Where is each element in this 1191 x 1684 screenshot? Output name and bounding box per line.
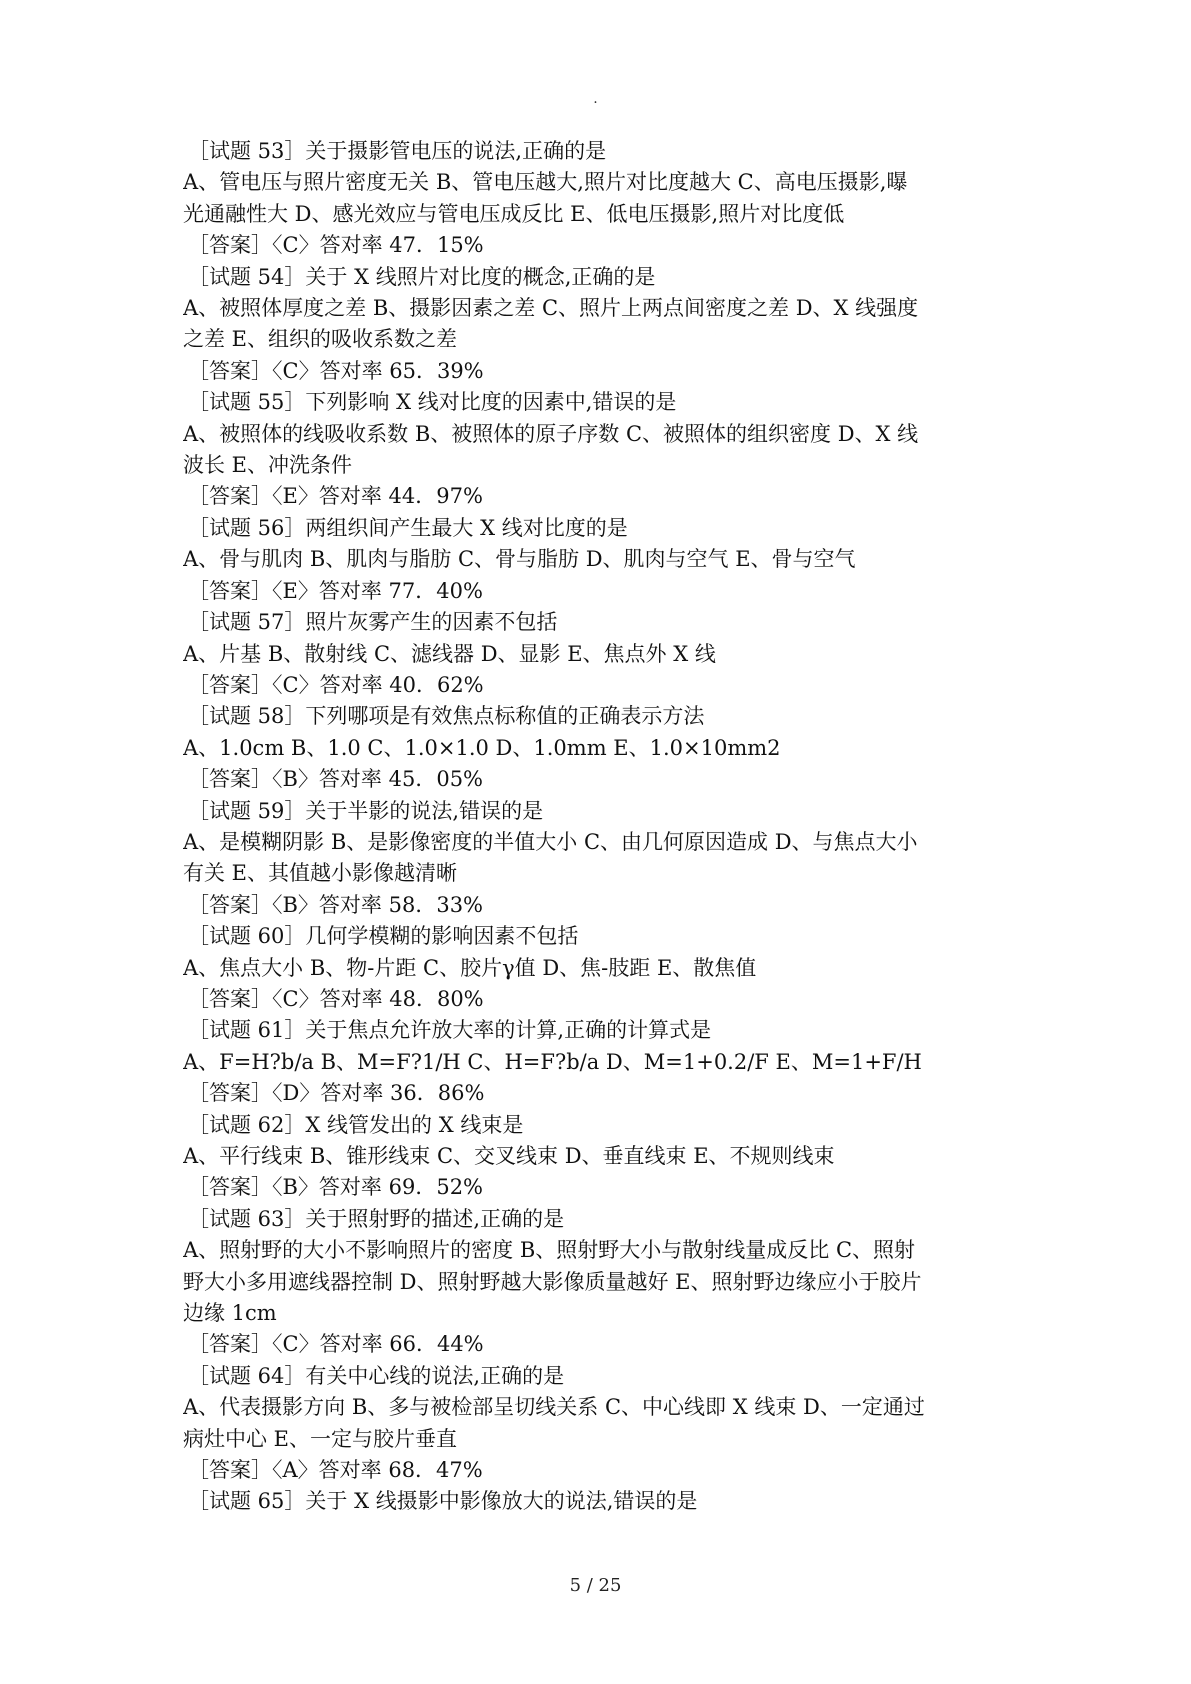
page-number: 5 / 25 xyxy=(569,1575,622,1596)
options-line: 光通融性大 D、感光效应与管电压成反比 E、低电压摄影,照片对比度低 xyxy=(183,201,845,226)
options-line: A、代表摄影方向 B、多与被检部呈切线关系 C、中心线即 X 线束 D、一定通过 xyxy=(183,1395,925,1420)
question-line: ［试题 59］关于半影的说法,错误的是 xyxy=(188,798,544,823)
options-line: A、被照体厚度之差 B、摄影因素之差 C、照片上两点间密度之差 D、X 线强度 xyxy=(183,296,919,321)
question-line: ［试题 64］有关中心线的说法,正确的是 xyxy=(188,1363,565,1388)
answer-line: ［答案］〈E〉答对率 44．97% xyxy=(188,484,483,509)
question-line: ［试题 57］照片灰雾产生的因素不包括 xyxy=(188,610,558,635)
options-line: A、1.0cm B、1.0 C、1.0×1.0 D、1.0mm E、1.0×10mm2 xyxy=(183,735,781,760)
options-line: A、骨与肌肉 B、肌肉与脂肪 C、骨与脂肪 D、肌肉与空气 E、骨与空气 xyxy=(183,547,856,572)
document-body xyxy=(183,136,1023,1518)
answer-line: ［答案］〈C〉答对率 47．15% xyxy=(188,233,484,258)
question-line: ［试题 58］下列哪项是有效焦点标称值的正确表示方法 xyxy=(188,704,705,729)
answer-line: ［答案］〈D〉答对率 36．86% xyxy=(188,1081,485,1106)
options-line: 之差 E、组织的吸收系数之差 xyxy=(183,327,458,352)
answer-line: ［答案］〈A〉答对率 68．47% xyxy=(188,1458,483,1483)
answer-line: ［答案］〈B〉答对率 58．33% xyxy=(188,892,484,917)
options-line: 有关 E、其值越小影像越清晰 xyxy=(183,861,458,886)
options-line: A、管电压与照片密度无关 B、管电压越大,照片对比度越大 C、高电压摄影,曝 xyxy=(183,170,908,195)
options-line: A、片基 B、散射线 C、滤线器 D、显影 E、焦点外 X 线 xyxy=(183,641,716,666)
options-line: A、平行线束 B、锥形线束 C、交叉线束 D、垂直线束 E、不规则线束 xyxy=(183,1144,835,1168)
options-line: 边缘 1cm xyxy=(183,1301,277,1326)
answer-line: ［答案］〈C〉答对率 48．80% xyxy=(188,986,484,1011)
options-line: A、被照体的线吸收系数 B、被照体的原子序数 C、被照体的组织密度 D、X 线 xyxy=(183,421,919,446)
options-line: A、焦点大小 B、物-片距 C、胶片γ值 D、焦-肢距 E、散焦值 xyxy=(183,955,757,980)
question-line: ［试题 61］关于焦点允许放大率的计算,正确的计算式是 xyxy=(188,1018,712,1043)
options-line: A、F=H?b/a B、M=F?1/H C、H=F?b/a D、M=1+0.2/F E、M=1+F/H xyxy=(183,1049,922,1074)
answer-line: ［答案］〈C〉答对率 40．62% xyxy=(188,672,484,697)
answer-line: ［答案］〈C〉答对率 65．39% xyxy=(188,358,484,383)
question-line: ［试题 54］关于 X 线照片对比度的概念,正确的是 xyxy=(188,264,656,289)
question-line: ［试题 60］几何学模糊的影响因素不包括 xyxy=(188,924,579,949)
options-line: 病灶中心 E、一定与胶片垂直 xyxy=(183,1426,458,1451)
answer-line: ［答案］〈C〉答对率 66．44% xyxy=(188,1332,484,1357)
question-line: ［试题 56］两组织间产生最大 X 线对比度的是 xyxy=(188,515,628,540)
header-mark: . xyxy=(593,91,598,107)
answer-line: ［答案］〈E〉答对率 77．40% xyxy=(188,578,483,603)
options-line: 野大小多用遮线器控制 D、照射野越大影像质量越好 E、照射野边缘应小于胶片 xyxy=(183,1269,922,1294)
answer-line: ［答案］〈B〉答对率 45．05% xyxy=(188,767,484,792)
question-line: ［试题 53］关于摄影管电压的说法,正确的是 xyxy=(188,139,607,163)
answer-line: ［答案］〈B〉答对率 69．52% xyxy=(188,1175,484,1200)
options-line: A、是模糊阴影 B、是影像密度的半值大小 C、由几何原因造成 D、与焦点大小 xyxy=(183,829,918,854)
options-line: A、照射野的大小不影响照片的密度 B、照射野大小与散射线量成反比 C、照射 xyxy=(183,1238,916,1263)
question-line: ［试题 63］关于照射野的描述,正确的是 xyxy=(188,1206,565,1231)
options-line: 波长 E、冲洗条件 xyxy=(183,453,353,478)
question-line: ［试题 65］关于 X 线摄影中影像放大的说法,错误的是 xyxy=(188,1489,698,1514)
question-line: ［试题 55］下列影响 X 线对比度的因素中,错误的是 xyxy=(188,390,677,415)
question-line: ［试题 62］X 线管发出的 X 线束是 xyxy=(188,1112,524,1137)
